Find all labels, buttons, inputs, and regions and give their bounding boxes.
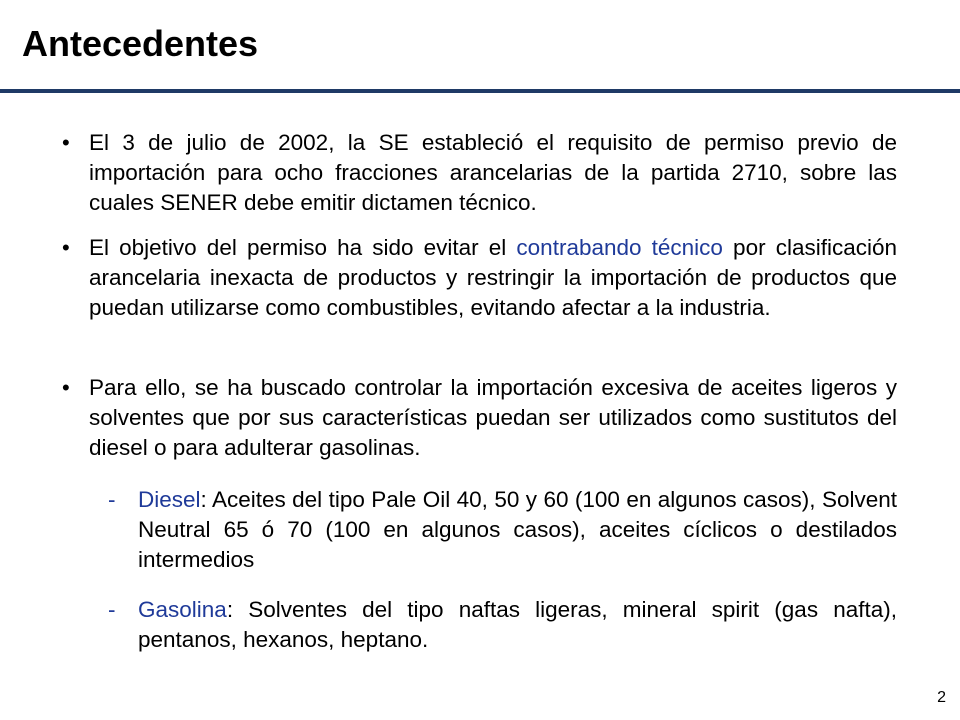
sub-item-term: Gasolina: [138, 597, 227, 622]
bullet-text: Para ello, se ha buscado controlar la importación excesiva de aceites ligeros y solventes que por sus características puedan ser utilizados como sustitutos del diesel o para adulterar gasolinas.: [89, 375, 897, 460]
dash-marker: -: [108, 597, 116, 622]
sub-item-text: : Solventes del tipo naftas ligeras, mineral spirit (gas nafta), pentanos, hexanos, heptano.: [138, 597, 897, 652]
sub-item-text: : Aceites del tipo Pale Oil 40, 50 y 60 (100 en algunos casos), Solvent Neutral 65 ó 70 (100 en algunos casos), aceites cíclicos o destilados intermedios: [138, 487, 897, 572]
bullet-item: [89, 128, 897, 218]
highlighted-term: contrabando técnico: [516, 235, 723, 260]
bullet-text: El 3 de julio de 2002, la SE estableció el requisito de permiso previo de importación para ocho fracciones arancelarias de la partida 2710, sobre las cuales SENER debe emitir dictamen técnico.: [89, 130, 897, 215]
dash-marker: -: [108, 487, 116, 512]
bullet-text: El objetivo del permiso ha sido evitar el: [89, 235, 517, 260]
title-divider: [0, 89, 960, 93]
sub-item-gasolina: [108, 595, 897, 655]
bullet-item: [89, 233, 897, 323]
sub-item-term: Diesel: [138, 487, 201, 512]
sub-item-diesel: [108, 485, 897, 575]
bullet-item: [89, 373, 897, 463]
bullet-text: por clasificación arancelaria inexacta de productos y restringir la importación de productos que puedan utilizarse como combustibles, evitando afectar a la industria.: [89, 235, 897, 320]
page-number: 2: [937, 689, 946, 706]
slide-title: Antecedentes: [22, 23, 259, 64]
